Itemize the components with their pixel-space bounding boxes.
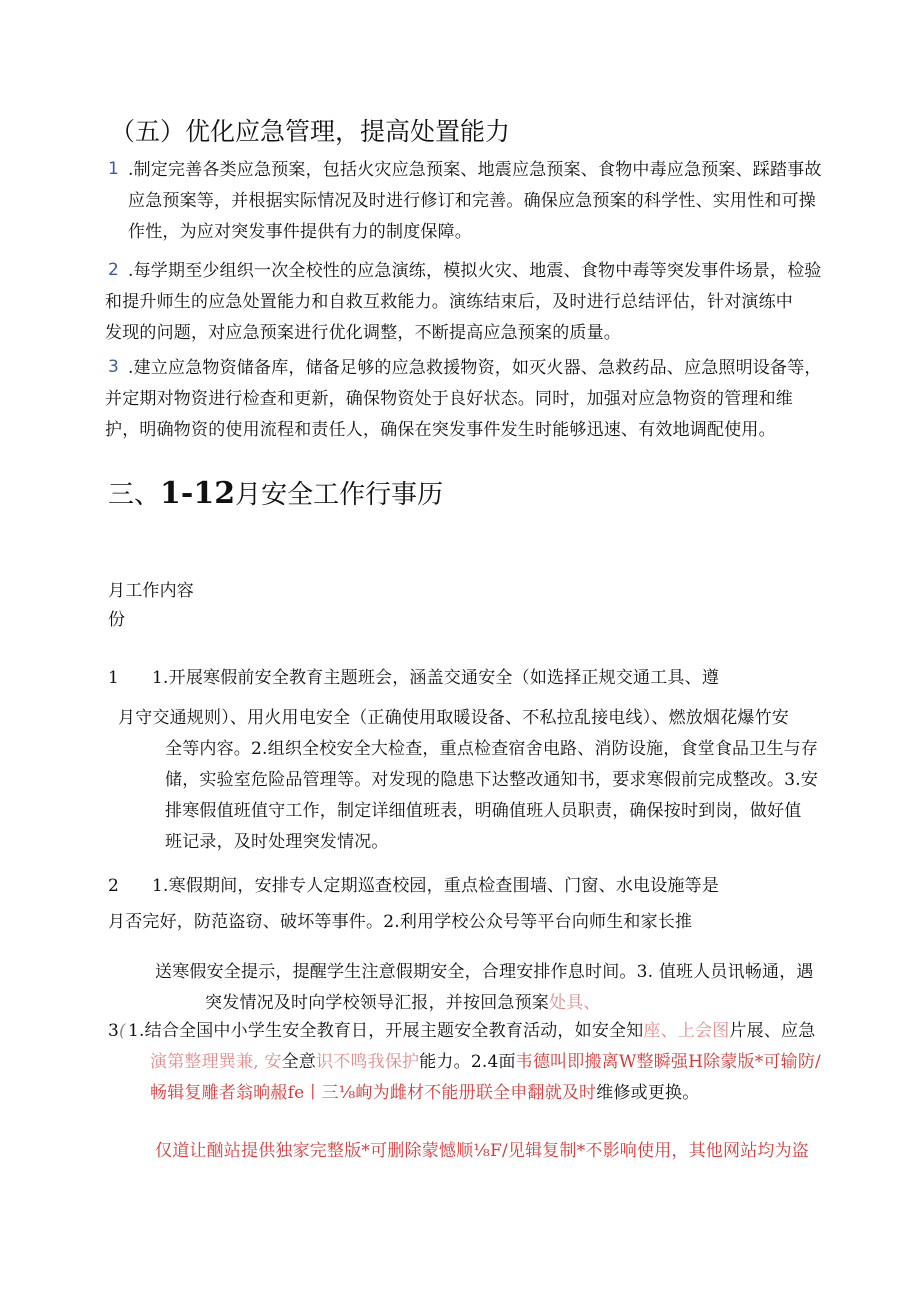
month-mark: ( (119, 1021, 126, 1041)
month-cell: 1 (108, 668, 120, 688)
work-text: 能力。2.4面 (419, 1052, 516, 1072)
work-line: 1.寒假期间，安排专人定期巡查校园，重点检查围墙、门窗、水电设施等是 (152, 876, 720, 896)
item-line: .每学期至少组织一次全校性的应急演练，模拟火灾、地震、食物中毒等突发事件场景，检验 (128, 261, 822, 281)
work-line: 储，实验室危险品管理等。对发现的隐患下达整改通知书，要求寒假前完成整改。3.安 (165, 770, 819, 790)
item-line: 并定期对物资进行检查和更新，确保物资处于良好状态。同时，加强对应急物资的管理和维 (105, 389, 793, 409)
overlay-text: 畅辑复雕者翁晌赧fe丨三⅛峋为雌材不能册联全申翻就及时 (150, 1083, 597, 1103)
item-line: 应急预案等，并根据实际情况及时进行修订和完善。确保应急预案的科学性、实用性和可操 (128, 191, 816, 211)
item-line: 作性，为应对突发事件提供有力的制度保障。 (128, 222, 472, 242)
work-line: 班记录，及时处理突发情况。 (165, 832, 389, 852)
section-heading: （五）优化应急管理，提高处置能力 (110, 117, 511, 146)
item-line: 护，明确物资的使用流程和责任人，确保在突发事件发生时能够迅速、有效地调配使用。 (105, 420, 776, 440)
work-text: 片展、应急 (729, 1021, 816, 1041)
faded-text: 处具、 (549, 993, 601, 1013)
col-month-cont: 份 (108, 610, 126, 630)
work-line: 全等内容。2.组织全校安全大检查，重点检查宿舍电路、消防设施，食堂食品卫生与存 (165, 739, 819, 759)
month-cell (108, 1016, 126, 1047)
faded-text: 识不鸣我保护 (316, 1052, 420, 1072)
overlay-text: 韦德叫即搬离W整瞬强H除蒙版*可输防/ (515, 1052, 821, 1072)
item-number: 3 (108, 357, 119, 377)
item-line: .制定完善各类应急预案，包括火灾应急预案、地震应急预案、食物中毒应急预案、踩踏事故 (128, 160, 822, 180)
item-line: 和提升师生的应急处置能力和自救互救能力。演练结束后，及时进行总结评估，针对演练中 (105, 292, 793, 312)
work-line (128, 1016, 815, 1047)
heading-suffix: 月安全工作行事历 (235, 480, 444, 510)
item-number: 2 (108, 260, 119, 280)
heading-prefix: 三、 (108, 480, 161, 510)
work-text: 维修或更换。 (596, 1083, 700, 1103)
col-month: 月 (108, 581, 126, 601)
item-line: .建立应急物资储备库，储备足够的应急救援物资，如灭火器、急救药品、应急照明设备等， (128, 358, 822, 378)
item-number: 1 (108, 159, 119, 179)
work-text: 1.结合全国中小学生安全教育日，开展主题安全教育活动，如安全知 (128, 1021, 644, 1041)
work-line: 送寒假安全提示，提醒学生注意假期安全，合理安排作息时间。3. 值班人员讯畅通，遇 (155, 962, 814, 982)
calendar-heading (108, 474, 443, 511)
faded-text: 演第整理巽兼, 安 (150, 1052, 282, 1072)
work-line (205, 988, 601, 1019)
work-line: 排寒假值班值守工作，制定详细值班表，明确值班人员职责，确保按时到岗，做好值 (165, 801, 802, 821)
col-work: 工作内容 (125, 581, 195, 601)
month-cell: 2 (108, 876, 120, 896)
watermark-notice: 仅道让酗站提供独家完整版*可删除蒙憾顺⅛F/见辑复制*不影响使用，其他网站均为盗 (155, 1141, 809, 1161)
work-line: 月否完好，防范盗窃、破坏等事件。2.利用学校公众号等平台向师生和家长推 (108, 912, 693, 932)
item-line: 发现的问题，对应急预案进行优化调整，不断提高应急预案的质量。 (105, 323, 621, 343)
column-header (108, 576, 194, 607)
work-line (150, 1078, 699, 1109)
work-line: 月守交通规则）、用火用电安全（正确使用取暖设备、不私拉乱接电线）、燃放烟花爆竹安 (118, 708, 789, 728)
work-line (150, 1047, 821, 1078)
work-line: 1.开展寒假前安全教育主题班会，涵盖交通安全（如选择正规交通工具、遵 (152, 668, 720, 688)
work-text: 全意 (281, 1052, 317, 1072)
work-text: 突发情况及时向学校领导汇报，并按回急预案 (205, 993, 549, 1013)
month-number: 3 (108, 1021, 120, 1041)
heading-range: 1-12 (160, 476, 236, 511)
faded-text: 座、上会图 (643, 1021, 730, 1041)
